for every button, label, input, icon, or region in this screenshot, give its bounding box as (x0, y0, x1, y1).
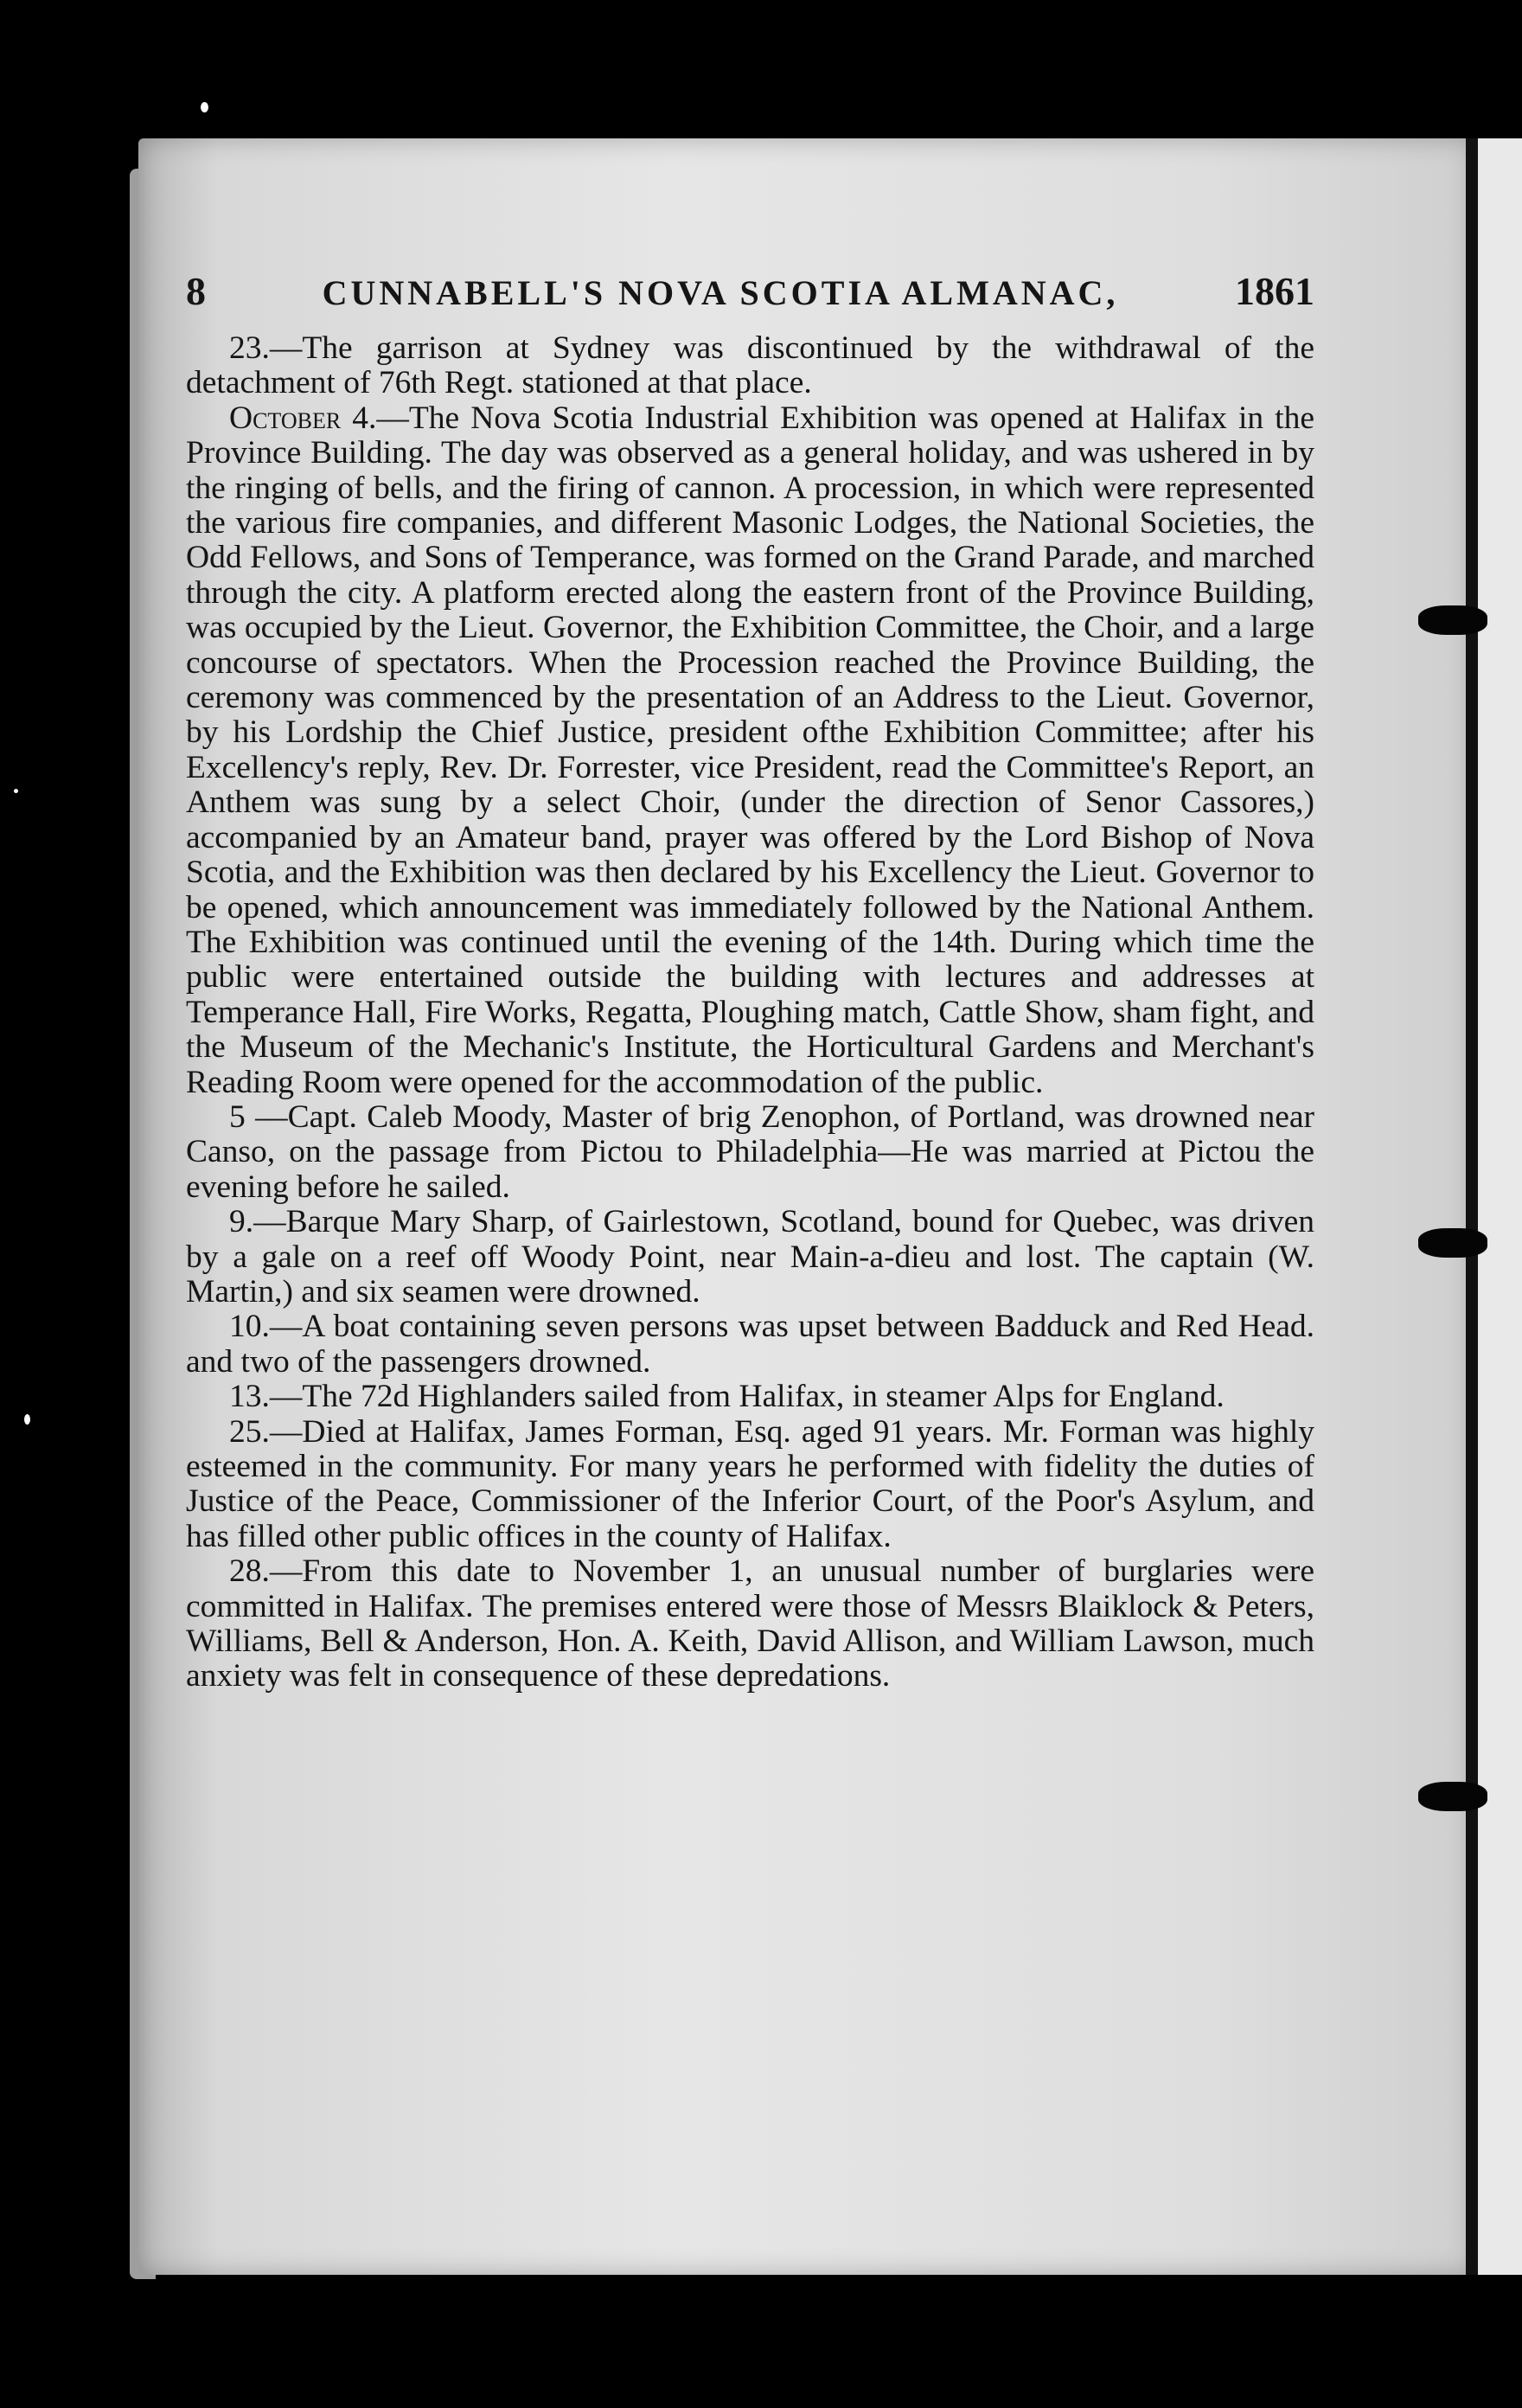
chronicle-entry (186, 401, 1314, 1100)
entry-text: From this date to November 1, an unusual number of burglaries were committed in Halifax. The premises entered were those of Messrs Blaiklock & Peters, Williams, Bell & Anderson, Hon. A. Keith, David Allison, and William Lawson, much anxiety was felt in consequence of these depredations. (186, 1553, 1314, 1694)
entry-date: 5 — (229, 1098, 288, 1135)
entry-date: 25.— (229, 1413, 303, 1450)
page-content (186, 268, 1314, 1694)
entry-date: 28.— (229, 1553, 303, 1590)
entry-date: 23.— (229, 330, 303, 366)
book-spine (1466, 138, 1478, 2275)
entry-text: A boat containing seven persons was upset between Badduck and Red Head. and two of the passengers drowned. (186, 1309, 1314, 1380)
chronicle-entry (186, 1205, 1314, 1310)
entry-text: The Nova Scotia Industrial Exhibition was opened at Halifax in the Province Building. The day was observed as a general holiday, and was ushered in by the ringing of bells, and the firing of cannon. A procession, in which were represented the various fire companies, and different Masonic Lodges, the National Societies, the Odd Fellows, and Sons of Temperance, was formed on the Grand Parade, and marched through the city. A platform erected along the eastern front of the Province Building, was occupied by the Lieut. Governor, the Exhibition Committee, the Choir, and a large concourse of spectators. When the Procession reached the Province Building, the ceremony was commenced by the presentation of an Address to the Lieut. Governor, by his Lordship the Chief Justice, president ofthe Exhibition Committee; after his Excellency's reply, Rev. Dr. Forrester, vice President, read the Committee's Report, an Anthem was sung by a select Choir, (under the direction of Senor Cassores,) accompanied by an Amateur band, prayer was offered by the Lord Bishop of Nova Scotia, and the Exhibition was then declared by his Excellency the Lieut. Governor to be opened, which announcement was immediately followed by the National Anthem. The Exhibition was continued until the evening of the 14th. During which time the public were entertained outside the building with lectures and addresses at Temperance Hall, Fire Works, Regatta, Ploughing match, Cattle Show, sham fight, and the Museum of the Mechanic's Institute, the Horticultural Gardens and Merchant's Reading Room were opened for the accommodation of the public. (186, 400, 1314, 1100)
entry-date: October 4.— (229, 400, 409, 436)
chronicle-entry (186, 1310, 1314, 1380)
binding-thread-mark (1418, 1228, 1487, 1258)
entry-text: Barque Mary Sharp, of Gairlestown, Scotland, bound for Quebec, was driven by a gale on a reef off Woody Point, near Main-a-dieu and lost. The captain (W. Martin,) and six seamen were drowned. (186, 1204, 1314, 1310)
entry-text: Died at Halifax, James Forman, Esq. aged 91 years. Mr. Forman was highly esteemed in the community. For many years he performed with fidelity the duties of Justice of the Peace, Commissioner of the Inferior Court, of the Poor's Asylum, and has filled other public offices in the county of Halifax. (186, 1413, 1314, 1554)
entry-date: 13.— (229, 1379, 303, 1415)
film-speck (201, 102, 208, 112)
film-speck (24, 1414, 30, 1425)
entry-date: 10.— (229, 1309, 303, 1345)
entry-date: 9.— (229, 1204, 286, 1240)
chronicle-entry (186, 331, 1314, 401)
chronicle-entry (186, 1100, 1314, 1205)
page-number: 8 (186, 269, 206, 313)
chronicle-entry (186, 1554, 1314, 1694)
entry-text: The 72d Highlanders sailed from Halifax, in steamer Alps for England. (302, 1379, 1225, 1415)
binding-thread-mark (1418, 1782, 1487, 1811)
entry-text: The garrison at Sydney was discontinued by the withdrawal of the detachment of 76th Regt. stationed at that place. (186, 330, 1314, 401)
chronicle-entry (186, 1415, 1314, 1555)
header-year: 1861 (1234, 269, 1314, 313)
chronicle-entry (186, 1380, 1314, 1414)
facing-page-strip (1474, 138, 1522, 2275)
running-title: CUNNABELL'S NOVA SCOTIA ALMANAC, (322, 273, 1119, 312)
film-speck (14, 789, 18, 793)
running-header (186, 268, 1314, 314)
entry-text: Capt. Caleb Moody, Master of brig Zenophon, of Portland, was drowned near Canso, on the passage from Pictou to Philadelphia—He was married at Pictou the evening before he sailed. (186, 1098, 1314, 1205)
binding-thread-mark (1418, 605, 1487, 635)
